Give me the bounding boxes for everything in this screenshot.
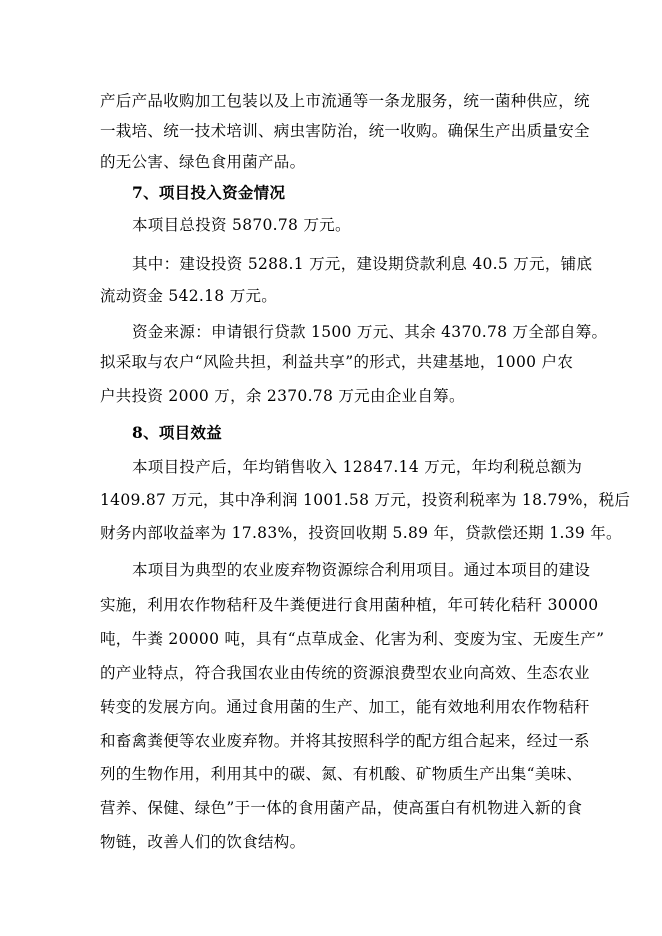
body-text-line: 物链，改善人们的饮食结构。 <box>100 833 306 851</box>
body-text-line: 户共投资 2000 万，余 2370.78 万元由企业自筹。 <box>100 387 465 405</box>
body-text-line: 的产业特点，符合我国农业由传统的资源浪费型农业向高效、生态农业 <box>100 664 590 682</box>
body-text-line: 产后产品收购加工包装以及上市流通等一条龙服务，统一菌种供应，统 <box>100 92 590 110</box>
body-text-line: 本项目投产后，年均销售收入 12847.14 万元，年均利税总额为 <box>132 458 583 476</box>
body-text-line: 转变的发展方向。通过食用菌的生产、加工，能有效地利用农作物秸秆 <box>100 698 590 716</box>
body-text-line: 实施，利用农作物秸秆及牛粪便进行食用菌种植，年可转化秸秆 30000 <box>100 596 599 614</box>
body-text-line: 营养、保健、绿色”于一体的食用菌产品，使高蛋白有机物进入新的食 <box>100 799 583 817</box>
body-text-line: 1409.87 万元，其中净利润 1001.58 万元，投资利税率为 18.79%，税后 <box>100 491 631 509</box>
body-text-line: 一栽培、统一技术培训、病虫害防治，统一收购。确保生产出质量安全 <box>100 122 590 140</box>
body-text-line: 拟采取与农户“风险共担，利益共享”的形式，共建基地，1000 户农 <box>100 353 574 371</box>
body-text-line: 和畜禽粪便等农业废弃物。并将其按照科学的配方组合起来，经过一系 <box>100 732 590 750</box>
section-heading-7: 7、项目投入资金情况 <box>132 183 286 202</box>
body-text-line: 资金来源：申请银行贷款 1500 万元、其余 4370.78 万全部自筹。 <box>132 323 608 341</box>
section-heading-8: 8、项目效益 <box>132 423 223 442</box>
body-text-line: 列的生物作用，利用其中的碳、氮、有机酸、矿物质生产出集“美味、 <box>100 765 583 783</box>
body-text-line: 吨，牛粪 20000 吨，具有“点草成金、化害为利、变废为宝、无废生产” <box>100 630 605 648</box>
body-text-line: 本项目为典型的农业废弃物资源综合利用项目。通过本项目的建设 <box>132 561 591 579</box>
body-text-line: 财务内部收益率为 17.83%，投资回收期 5.89 年，贷款偿还期 1.39 年。 <box>100 524 622 542</box>
body-text-line: 本项目总投资 5870.78 万元。 <box>132 216 351 234</box>
body-text-line: 的无公害、绿色食用菌产品。 <box>100 153 306 171</box>
body-text-line: 其中：建设投资 5288.1 万元，建设期贷款利息 40.5 万元，铺底 <box>132 255 593 273</box>
body-text-line: 流动资金 542.18 万元。 <box>100 287 278 305</box>
